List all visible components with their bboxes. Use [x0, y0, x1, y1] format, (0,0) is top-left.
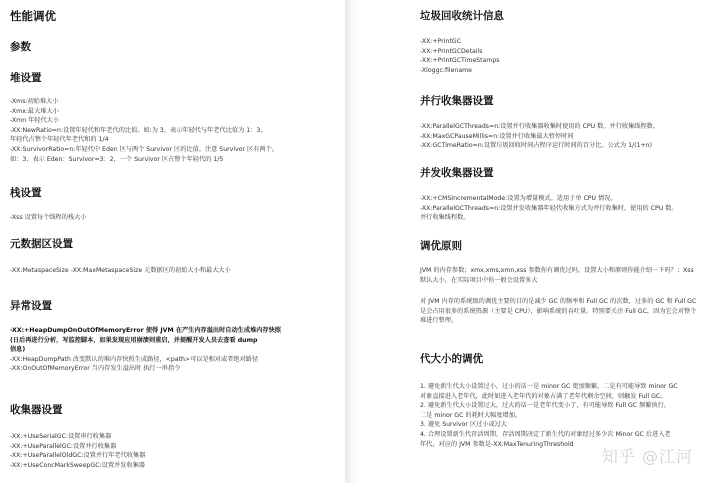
text-line: -XX:+UseConcMarkSweepGC:设置并发收集器: [10, 461, 145, 469]
text-line: -XX:+PrintGC: [420, 38, 462, 45]
text-line: 如：3，表示 Eden：Survivor=3：2，一个 Survivor 区占整个年轻代的 1/5: [10, 155, 224, 163]
stack-heading: 栈设置: [10, 187, 42, 199]
text-line: -XX:+UseParallelGC:设置并行收集器: [10, 442, 117, 450]
concurrent-settings: [420, 194, 701, 223]
generation-tuning-list: [420, 382, 701, 449]
text-line: -XX:GCTimeRatio=n:设置垃圾回收时间占程序运行时间的百分比。公式为 1/(1+n): [420, 142, 652, 150]
list-item: 4. 合理设置新生代存活周期，存活周期决定了新生代的对象经过多少次 Minor GC 后进入老: [420, 430, 671, 438]
principles-heading: 调优原则: [420, 240, 462, 252]
principles-paragraph: 对 JVM 内存的系统级的调优主要的目的是减少 GC 的频率和 Full GC 的次数，过多的 GC 和 Full GC 是会占用很多的系统资源（主要是 CPU），影响系统的吞吐量。特别要关注 Full GC，因为它会对整个堆进行整理。: [420, 298, 697, 325]
text-line: -XX:NewRatio=n:设置年轻代和年老代的比值。如:为 3，表示年轻代与年老代比值为 1：3，: [10, 126, 267, 134]
heap-settings: [10, 97, 339, 164]
text-line: -XX:HeapDumpPath 改变默认的堆内存快照生成路径，<path>可以是相对或者绝对路径: [10, 355, 259, 363]
text-line: -XX:ParallelGCThreads=n:设置并发收集器年轻代收集方式为并行收集时，使用的 CPU 数。: [420, 204, 678, 212]
bold-text-line: -XX:+HeapDumpOnOutOfMemoryError 使得 JVM 在产生内存溢出时自动生成堆内存快照: [10, 327, 281, 334]
parallel-heading: 并行收集器设置: [420, 95, 494, 107]
text-line: -XX:+UseSerialGC:设置串行收集器: [10, 433, 112, 440]
metaspace-settings: [10, 266, 339, 276]
text-line: -Xss 设置每个线程的栈大小: [10, 214, 87, 221]
left-page: [0, 0, 345, 483]
text-line: -Xms:初始堆大小: [10, 98, 59, 105]
text-line: -XX:OnOutOfMemoryError 当内存发生溢出时 执行一串指令: [10, 365, 181, 373]
text-line: -XX:MetaspaceSize -XX:MaxMetaspaceSize 元数据区的初始大小和最大大小: [10, 267, 231, 274]
concurrent-heading: 并发收集器设置: [420, 167, 494, 179]
collector-heading: 收集器设置: [10, 404, 63, 416]
parallel-settings: [420, 122, 701, 151]
generation-heading: 代大小的调优: [420, 353, 483, 365]
gc-stats-heading: 垃圾回收统计信息: [420, 10, 504, 22]
params-heading: 参数: [10, 41, 31, 53]
page-gutter: [345, 0, 360, 483]
text-line: -XX:+PrintGCDetails: [420, 47, 483, 55]
bold-text-line: (日后再进行分析，写监控脚本，如果发现应用崩溃则重启，并提醒开发人员去查看 dump: [10, 336, 258, 344]
principles-paragraph: JVM 的内存参数；xmx,xms,xmn,xss 参数你有调优过吗，设置大小和原则你能介绍一下吗？；Xss 默认大小，在实际项目中你一般会设置多大: [420, 267, 694, 284]
text-line: -Xmn 年轻代大小: [10, 117, 60, 125]
text-line: -Xloggc:filename: [420, 66, 472, 74]
list-item: 2. 避免新生代大小设置过大，过大的话一是老年代变小了，有可能导致 Full GC 频繁执行，: [420, 402, 671, 410]
text-line: -XX:+CMSIncrementalMode:设置为增量模式。适用于单 CPU 情况。: [420, 195, 617, 202]
text-line: 年轻代占整个年轻代年老代和的 1/4: [10, 136, 109, 144]
stack-settings: [10, 213, 339, 223]
text-line: 并行收集线程数。: [420, 214, 470, 222]
page-title: 性能调优: [10, 9, 56, 23]
watermark: 知乎 @江河: [601, 447, 693, 466]
list-item: 二是 minor GC 的耗时大幅度增加。: [420, 411, 522, 419]
text-line: -XX:+PrintGCTimeStamps: [420, 57, 500, 65]
collector-settings: [10, 432, 339, 470]
list-item: 3. 避免 Survivor 区过小或过大: [420, 421, 508, 429]
text-line: -XX:MaxGCPauseMillis=n:设置并行收集最大暂停时间: [420, 132, 574, 140]
text-line: -Xmx:最大堆大小: [10, 107, 59, 115]
text-line: -XX:ParallelGCThreads=n:设置并行收集器收集时使用的 CPU 数。并行收集线程数。: [420, 123, 660, 130]
right-page: [360, 0, 705, 483]
list-item: 年代，对应的 JVM 参数是-XX:MaxTenuringThreshold: [420, 440, 574, 448]
metaspace-heading: 元数据区设置: [10, 238, 73, 250]
gc-stats-settings: [420, 37, 701, 75]
bold-text-line: 信息): [10, 346, 26, 354]
heap-heading: 堆设置: [10, 72, 42, 84]
exception-heading: 异常设置: [10, 300, 52, 312]
list-item: 1. 避免新生代大小设置过小，过小的话一是 minor GC 更加频繁，二是有可能导致 minor GC: [420, 383, 678, 390]
text-line: -XX:+UseParallelOldGC:设置并行年老代收集器: [10, 452, 146, 460]
exception-settings: [10, 326, 339, 374]
text-line: -XX:SurvivorRatio=n:年轻代中 Eden 区与两个 Survivor 区的比值。注意 Survivor 区有两个。: [10, 145, 278, 153]
list-item: 对象直接进入老年代，此时如进入老年代的对象占满了老年代剩余空间，则触发 Full GC。: [420, 392, 667, 400]
